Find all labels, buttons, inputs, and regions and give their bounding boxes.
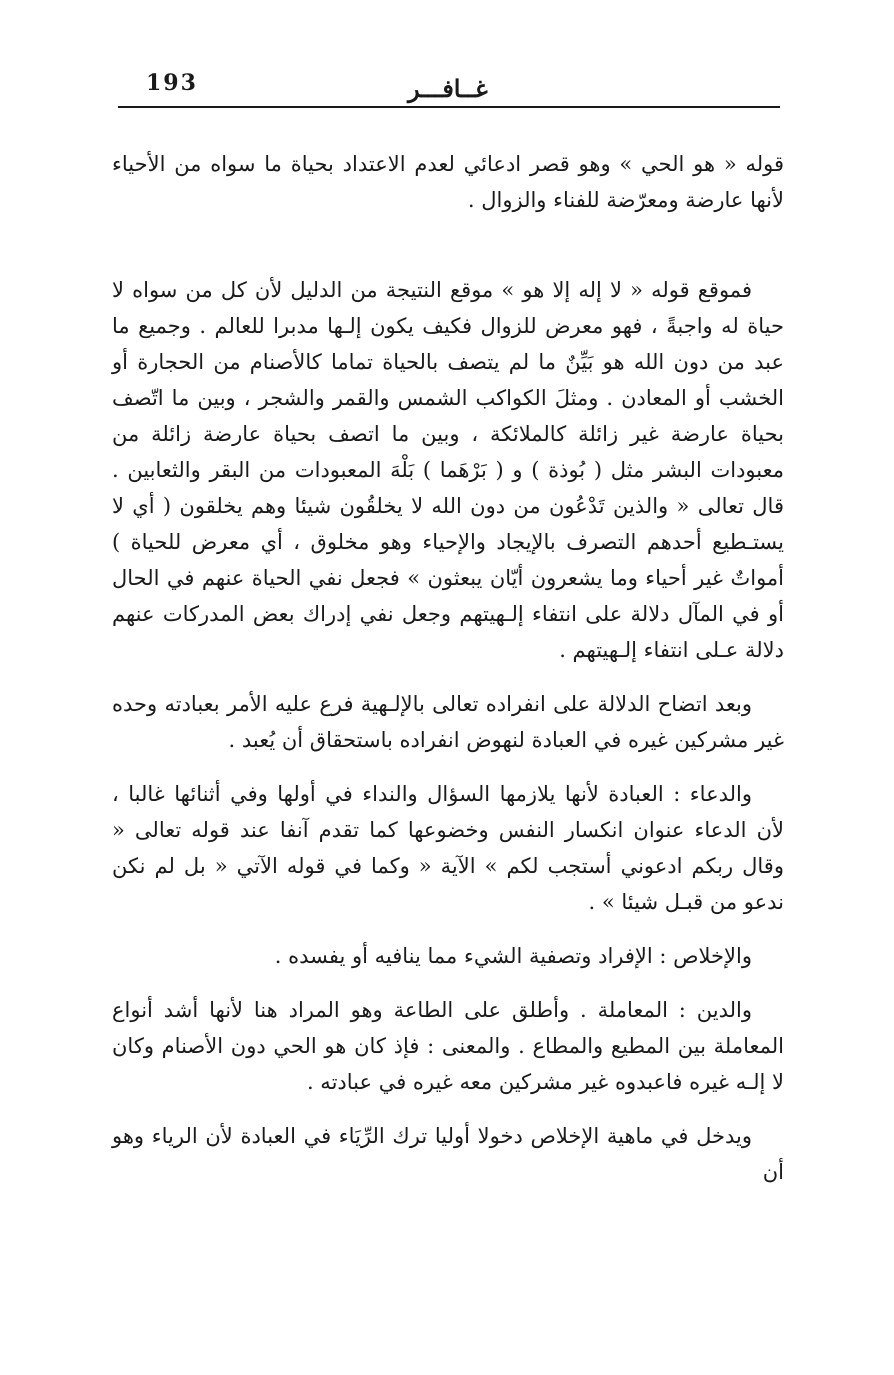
paragraph-5: والإخلاص : الإفراد وتصفية الشيء مما ينافيه أو يفسده . — [274, 944, 752, 968]
paragraph-3: وبعد اتضاح الدلالة على انفراده تعالى بالإلـهية فرع عليه الأمر بعبادته وحده غير مشركين غيره في العبادة لنهوض انفراده باستحقاق أن يُعبد . — [112, 692, 784, 752]
paragraph-4: والدعاء : العبادة لأنها يلازمها السؤال والنداء في أولها وفي أثنائها غالبا ، لأن الدعاء عنوان انكسار النفس وخضوعها كما تقدم آنفا عند قوله تعالى « وقال ربكم ادعوني أستجب لكم » الآية « وكما في قوله الآتي « بل لم نكن ندعو من قبـل شيئا » . — [112, 782, 784, 914]
page-number: 193 — [146, 70, 198, 96]
body-text — [112, 146, 784, 1190]
paragraph-6: والدين : المعاملة . وأطلق على الطاعة وهو المراد هنا لأنها أشد أنواع المعاملة بين المطيع والمطاع . والمعنى : فإذ كان هو الحي دون الأصنام وكان لا إلـه غيره فاعبدوه غير مشركين معه غيره في عبادته . — [112, 998, 784, 1094]
page-header — [118, 62, 780, 108]
header-rule — [118, 106, 780, 108]
paragraph-1: قوله « هو الحي » وهو قصر ادعائي لعدم الاعتداد بحياة ما سواه من الأحياء لأنها عارضة ومعرّضة للفناء والزوال . — [112, 152, 784, 212]
running-title: غــافـــر — [408, 74, 488, 103]
paragraph-2: فموقع قوله « لا إله إلا هو » موقع النتيجة من الدليل لأن كل من سواه لا حياة له واجبةً ، فهو معرض للزوال فكيف يكون إلـها مدبرا للعالم . وجميع ما عبد من دون الله هو بَيِّنٌ ما لم يتصف بالحياة تماما كالأصنام من الحجارة أو الخشب أو المعادن . ومثلَ الكواكب الشمس والقمر والشجر ، وبين ما اتّصف بحياة عارضة غير زائلة كالملائكة ، وبين ما اتصف بحياة عارضة زائلة من معبودات البشر مثل ( بُوذة ) و ( بَرْهَما ) بَلْهَ المعبودات من البقر والثعابين . قال تعالى « والذين تَدْعُون من دون الله لا يخلقُون شيئا وهم يخلقون ( أي لا يستـطيع أحدهم التصرف بالإيجاد والإحياء وهو مخلوق ، أي معرض للحياة ) أمواتٌ غير أحياء وما يشعرون أيّان يبعثون » فجعل نفي الحياة عنهم في الحال أو في المآل دلالة على انتفاء إلـهيتهم وجعل نفي إدراك بعض المدركات عنهم دلالة عـلى انتفاء إلـهيتهم . — [112, 278, 784, 662]
paragraph-7: ويدخل في ماهية الإخلاص دخولا أوليا ترك الرِّيَاء في العبادة لأن الرياء وهو أن — [112, 1124, 784, 1184]
